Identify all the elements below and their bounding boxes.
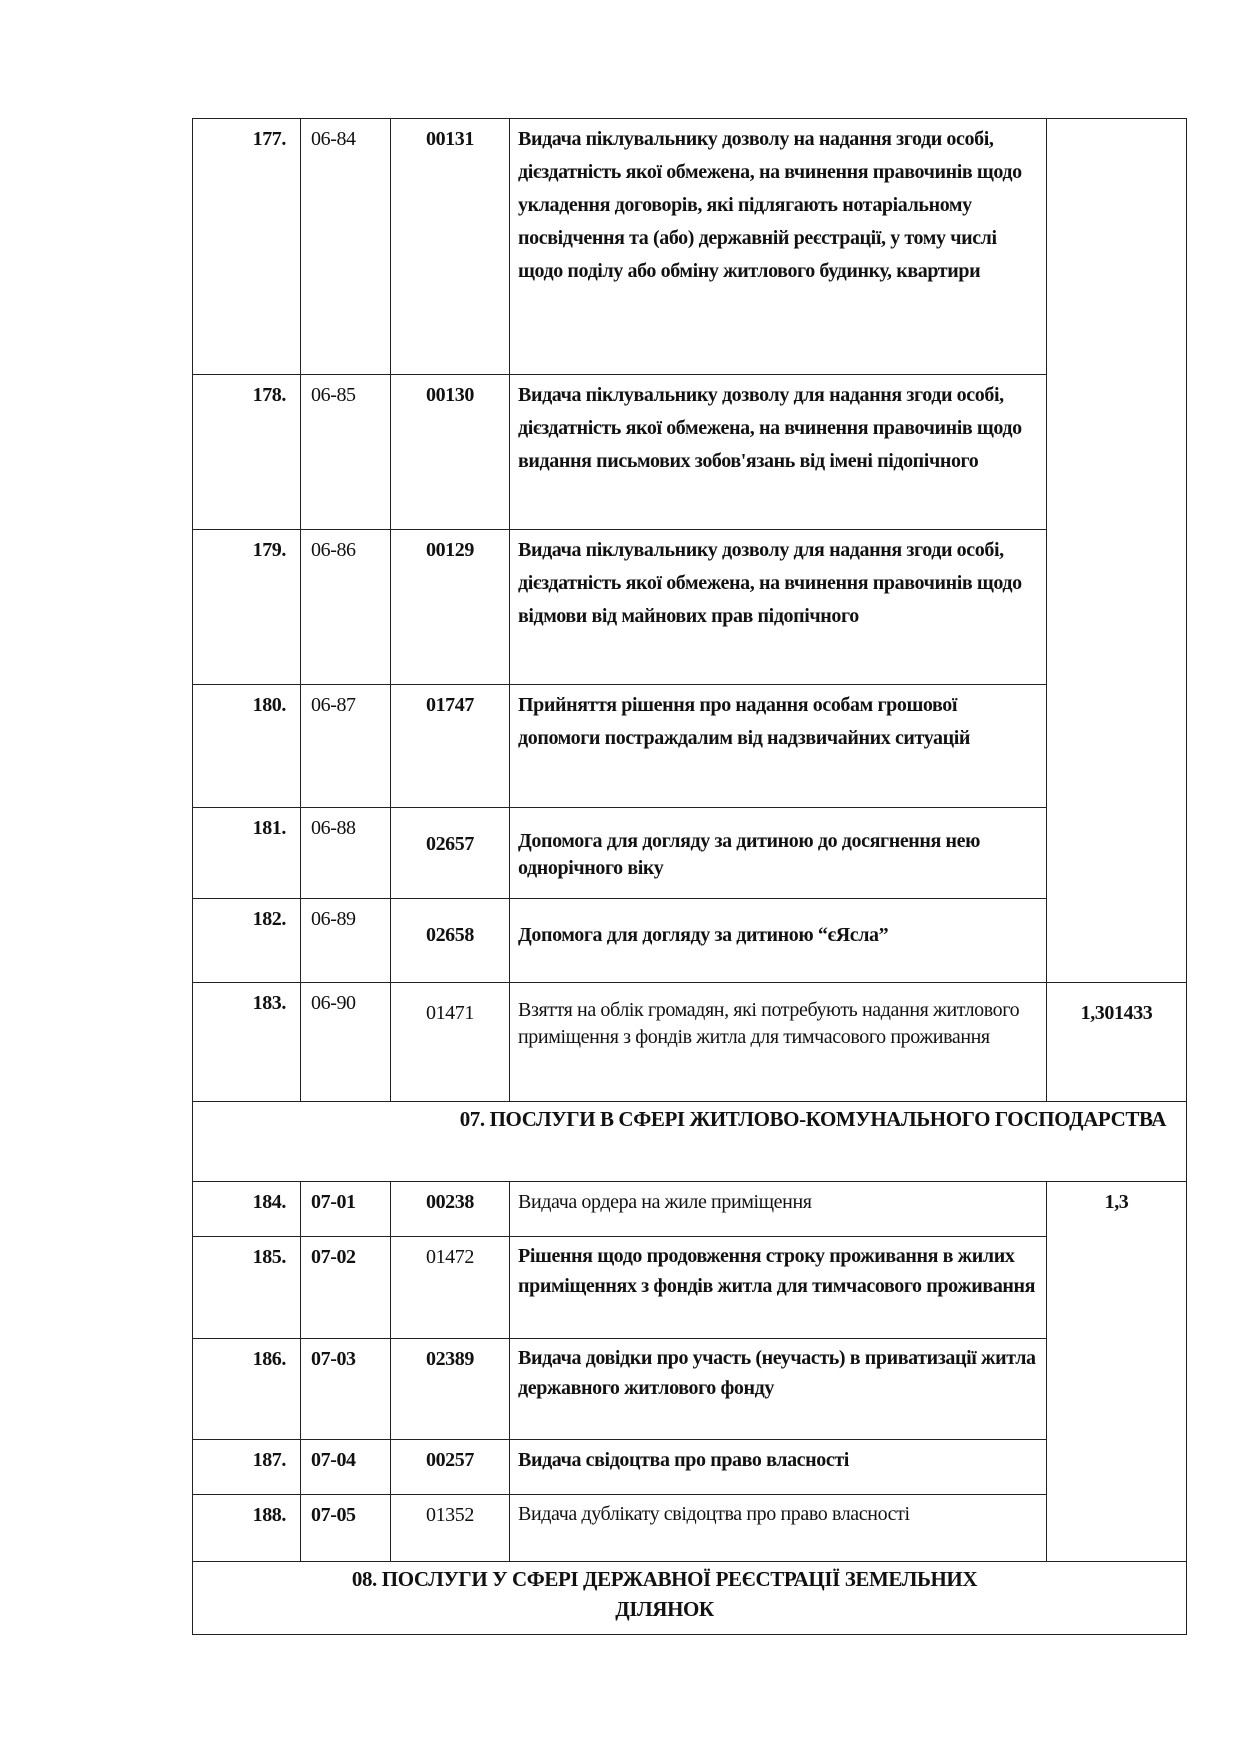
- row-number: 182.: [193, 899, 301, 983]
- row-number: 188.: [193, 1495, 301, 1562]
- table-row: [193, 899, 1187, 983]
- row-number: 177.: [193, 119, 301, 375]
- section-title: 07. ПОСЛУГИ В СФЕРІ ЖИТЛОВО-КОМУНАЛЬНОГО ГОСПОДАРСТВА: [193, 1102, 1187, 1182]
- service-code: 06-90: [301, 983, 391, 1102]
- table-row: [193, 685, 1187, 808]
- service-id: 00130: [391, 375, 510, 530]
- service-description: Видача свідоцтва про право власності: [510, 1440, 1047, 1495]
- table-row: [193, 375, 1187, 530]
- service-id: 02657: [391, 808, 510, 899]
- service-id: 01747: [391, 685, 510, 808]
- service-description: Видача ордера на жиле приміщення: [510, 1182, 1047, 1237]
- row-number: 183.: [193, 983, 301, 1102]
- table-row: [193, 530, 1187, 685]
- service-description: Видача піклувальнику дозволу на надання згоди особі, дієздатність якої обмежена, на вчинення правочинів щодо укладення договорів, які підлягають нотаріальному посвідчення та (або) державній реєстрації, у тому числі щодо поділу або обміну житлового будинку, квартири: [510, 119, 1047, 375]
- services-table: [192, 118, 1187, 1635]
- coefficient-value: 1,3: [1047, 1182, 1187, 1562]
- row-number: 185.: [193, 1237, 301, 1339]
- table-row: [193, 808, 1187, 899]
- section-title: 08. ПОСЛУГИ У СФЕРІ ДЕРЖАВНОЇ РЕЄСТРАЦІЇ ЗЕМЕЛЬНИХ ДІЛЯНОК: [193, 1562, 1187, 1635]
- table-row: [193, 1182, 1187, 1237]
- service-description: Допомога для догляду за дитиною “єЯсла”: [510, 899, 1047, 983]
- service-description: Взяття на облік громадян, які потребують надання житлового приміщення з фондів житла для тимчасового проживання: [510, 983, 1047, 1102]
- service-code: 06-88: [301, 808, 391, 899]
- table-row: [193, 119, 1187, 375]
- service-id: 01471: [391, 983, 510, 1102]
- service-id: 01352: [391, 1495, 510, 1562]
- service-code: 06-85: [301, 375, 391, 530]
- table-row: [193, 1339, 1187, 1440]
- table-row: [193, 1237, 1187, 1339]
- service-description: Прийняття рішення про надання особам грошової допомоги постраждалим від надзвичайних ситуацій: [510, 685, 1047, 808]
- service-id: 01472: [391, 1237, 510, 1339]
- service-description: Видача піклувальнику дозволу для надання згоди особі, дієздатність якої обмежена, на вчинення правочинів щодо видання письмових зобов'язань від імені підопічного: [510, 375, 1047, 530]
- service-code: 07-04: [301, 1440, 391, 1495]
- row-number: 184.: [193, 1182, 301, 1237]
- service-code: 06-87: [301, 685, 391, 808]
- service-id: 00129: [391, 530, 510, 685]
- service-id: 02389: [391, 1339, 510, 1440]
- service-description: Видача піклувальнику дозволу для надання згоди особі, дієздатність якої обмежена, на вчинення правочинів щодо відмови від майнових прав підопічного: [510, 530, 1047, 685]
- service-description: Видача довідки про участь (неучасть) в приватизації житла державного житлового фонду: [510, 1339, 1047, 1440]
- service-id: 02658: [391, 899, 510, 983]
- table-row: [193, 1495, 1187, 1562]
- table-row: [193, 983, 1187, 1102]
- service-id: 00131: [391, 119, 510, 375]
- row-number: 178.: [193, 375, 301, 530]
- coefficient-value: 1,301433: [1047, 983, 1187, 1102]
- row-number: 187.: [193, 1440, 301, 1495]
- service-code: 07-01: [301, 1182, 391, 1237]
- coefficient-value: [1047, 119, 1187, 983]
- row-number: 181.: [193, 808, 301, 899]
- table-row: [193, 1440, 1187, 1495]
- service-code: 07-05: [301, 1495, 391, 1562]
- service-description: Видача дублікату свідоцтва про право власності: [510, 1495, 1047, 1562]
- service-description: Допомога для догляду за дитиною до досягнення нею однорічного віку: [510, 808, 1047, 899]
- service-code: 06-84: [301, 119, 391, 375]
- row-number: 186.: [193, 1339, 301, 1440]
- service-id: 00257: [391, 1440, 510, 1495]
- service-code: 07-03: [301, 1339, 391, 1440]
- service-id: 00238: [391, 1182, 510, 1237]
- service-code: 06-89: [301, 899, 391, 983]
- row-number: 180.: [193, 685, 301, 808]
- service-code: 07-02: [301, 1237, 391, 1339]
- service-code: 06-86: [301, 530, 391, 685]
- section-header-row: [193, 1562, 1187, 1635]
- service-description: Рішення щодо продовження строку проживання в жилих приміщеннях з фондів житла для тимчасового проживання: [510, 1237, 1047, 1339]
- section-header-row: [193, 1102, 1187, 1182]
- row-number: 179.: [193, 530, 301, 685]
